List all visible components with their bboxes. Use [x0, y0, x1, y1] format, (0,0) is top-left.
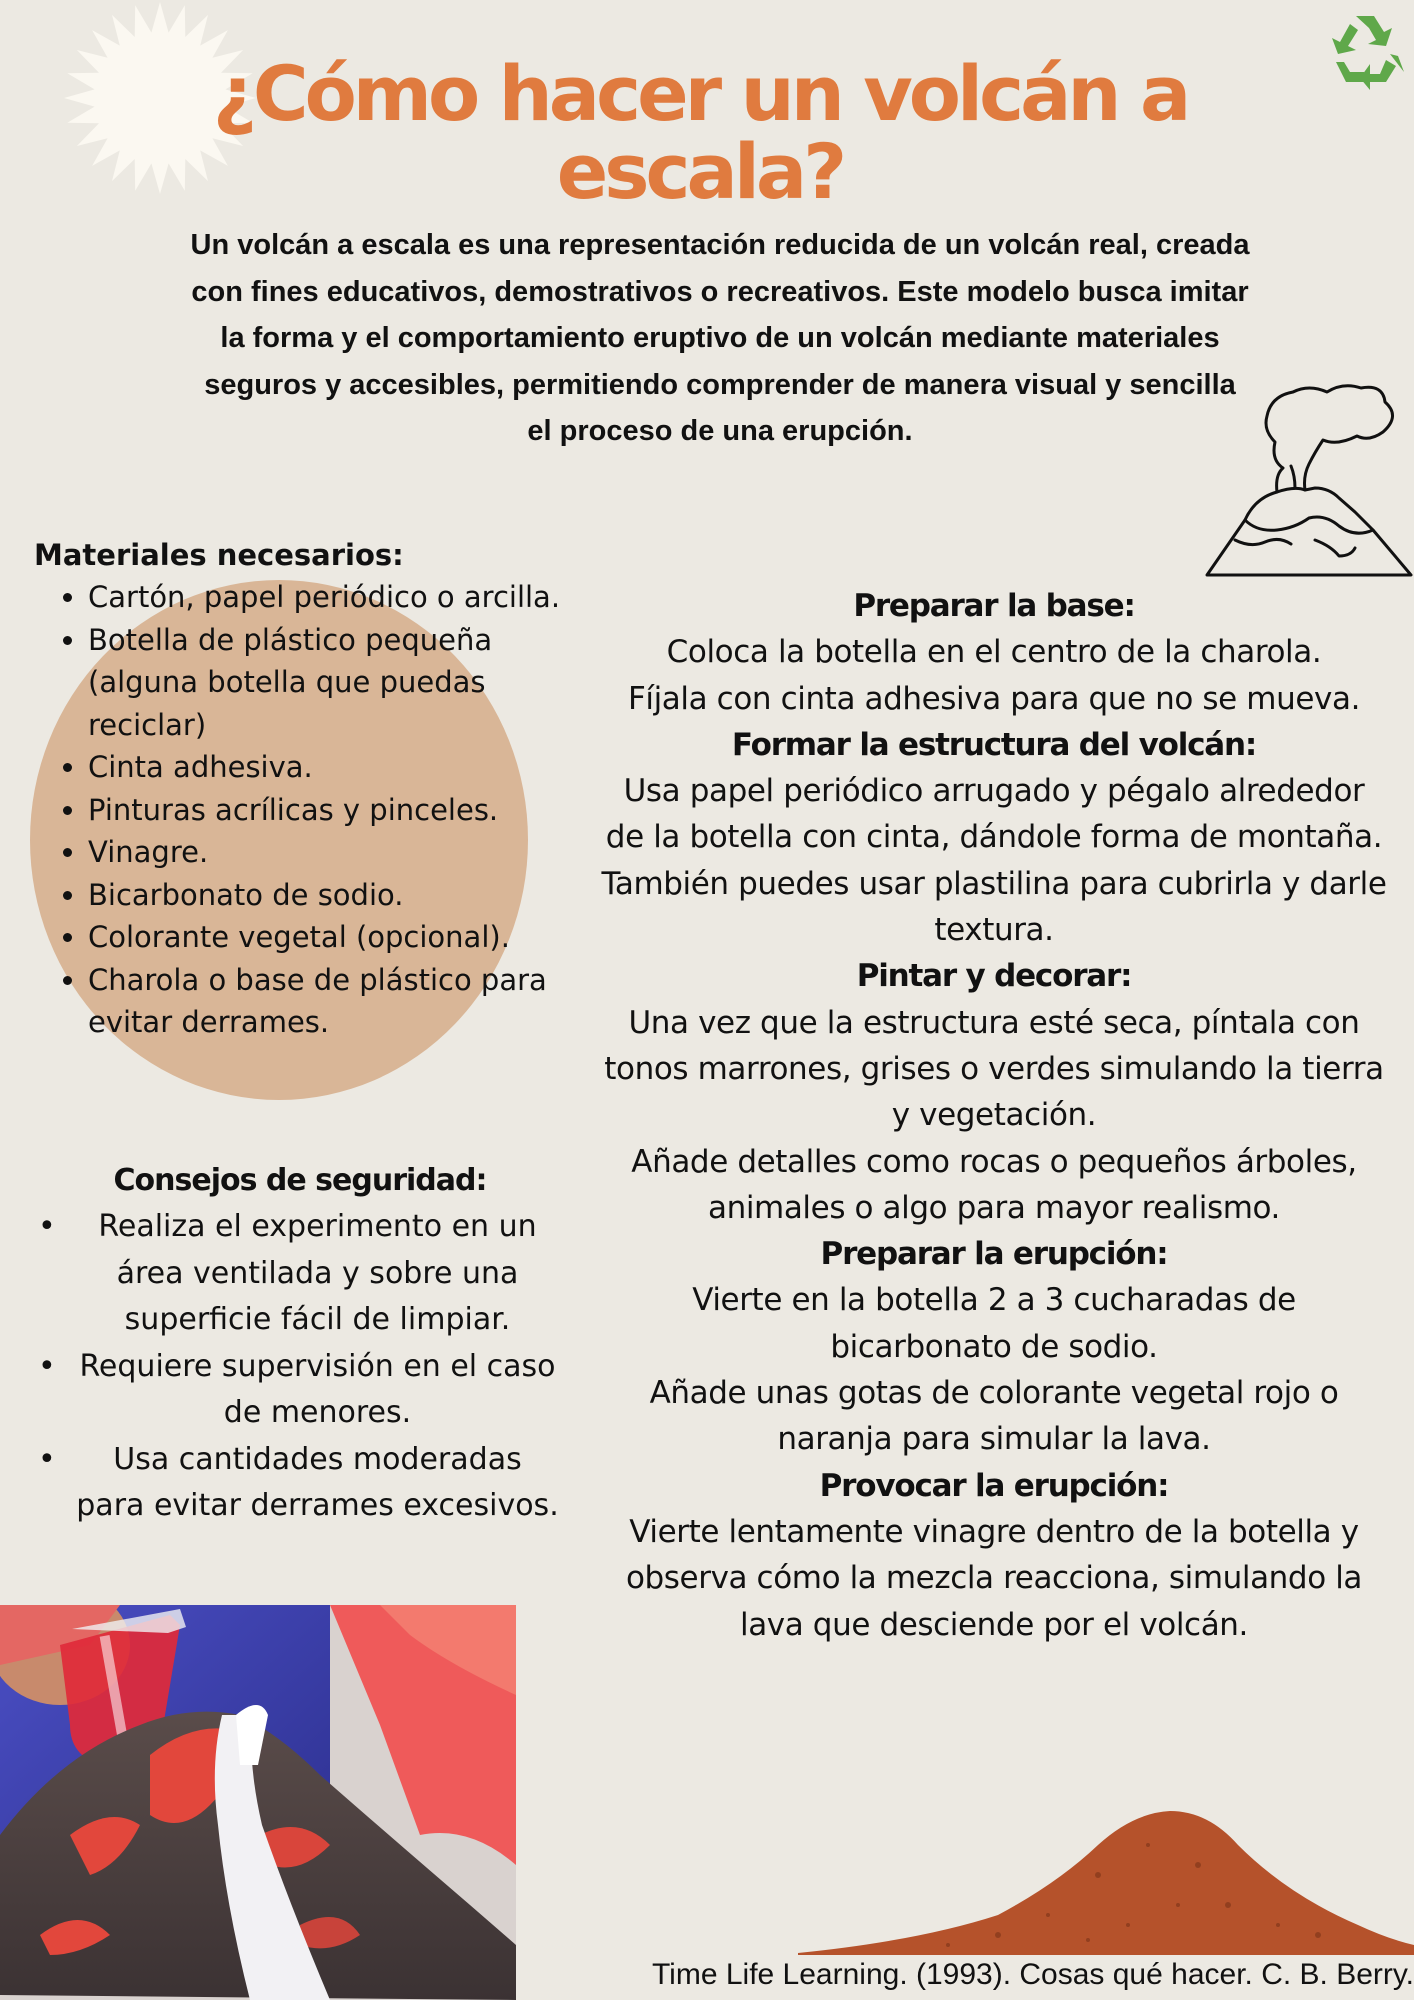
page-title: ¿Cómo hacer un volcán a escala? [212, 49, 1188, 216]
steps-section [600, 583, 1388, 1648]
list-item: • Cinta adhesiva. [88, 746, 574, 789]
intro-paragraph: Un volcán a escala es una representación reducida de un volcán real, creada con fines educativos, demostrativos o recreativos. Este modelo busca imitar la forma y el comportamiento eruptivo de un volcán mediante materiales seguros y accesibles, permitiendo comprender de manera visual y sencilla el proceso de una erupción. [190, 229, 1250, 447]
step [600, 1463, 1388, 1648]
safety-list [20, 1204, 580, 1530]
list-item: • Charola o base de plástico para evitar derrames. [88, 959, 574, 1044]
step-title: Formar la estructura del volcán: [731, 726, 1257, 763]
list-item: • Colorante vegetal (opcional). [88, 916, 574, 959]
step-text: Usa papel periódico arrugado y pégalo alrededor de la botella con cinta, dándole forma de montaña. [605, 773, 1383, 856]
list-item: • Pinturas acrílicas y pinceles. [88, 789, 574, 832]
safety-section [20, 1158, 580, 1530]
step [600, 1231, 1388, 1462]
safety-heading: Consejos de seguridad: [113, 1163, 487, 1198]
step-text: Coloca la botella en el centro de la charola. [666, 634, 1322, 671]
volcano-sketch-icon [1205, 380, 1414, 580]
materials-heading: Materiales necesarios: [34, 538, 404, 572]
step-title: Preparar la base: [853, 588, 1135, 624]
step-title: Pintar y decorar: [856, 958, 1132, 995]
step-text: Añade detalles como rocas o pequeños árboles, animales o algo para mayor realismo. [631, 1143, 1357, 1226]
list-item: • Botella de plástico pequeña (alguna botella que puedas reciclar) [88, 619, 574, 747]
list-item: • Realiza el experimento en un área ventilada y sobre una superficie fácil de limpiar. [20, 1204, 580, 1344]
step [600, 953, 1388, 1231]
step-text: Fíjala con cinta adhesiva para que no se mueva. [627, 680, 1361, 717]
step-text: Una vez que la estructura esté seca, píntala con tonos marrones, grises o verdes simulando la tierra y vegetación. [604, 1004, 1384, 1134]
citation: Time Life Learning. (1993). Cosas qué hacer. C. B. Berry. [651, 1958, 1414, 1991]
hill-decoration [798, 1805, 1414, 1955]
step [600, 722, 1388, 953]
recycle-icon [1326, 10, 1410, 92]
list-item: • Bicarbonato de sodio. [88, 874, 574, 917]
step-text: Vierte en la botella 2 a 3 cucharadas de bicarbonato de sodio. [692, 1282, 1296, 1365]
volcano-experiment-photo [0, 1605, 516, 2000]
step-title: Provocar la erupción: [819, 1467, 1169, 1504]
list-item: • Requiere supervisión en el caso de menores. [20, 1344, 580, 1437]
list-item: • Cartón, papel periódico o arcilla. [88, 576, 574, 619]
list-item: • Vinagre. [88, 831, 574, 874]
step-title: Preparar la erupción: [820, 1236, 1168, 1273]
materials-section [34, 534, 574, 1044]
materials-list [34, 576, 574, 1044]
step-text: También puedes usar plastilina para cubrirla y darle textura. [601, 865, 1387, 949]
list-item: • Usa cantidades moderadas para evitar derrames excesivos. [20, 1437, 580, 1530]
step-text: Añade unas gotas de colorante vegetal rojo o naranja para simular la lava. [649, 1375, 1339, 1458]
step-text: Vierte lentamente vinagre dentro de la botella y observa cómo la mezcla reacciona, simulando la lava que desciende por el volcán. [625, 1513, 1363, 1643]
step [600, 583, 1388, 722]
